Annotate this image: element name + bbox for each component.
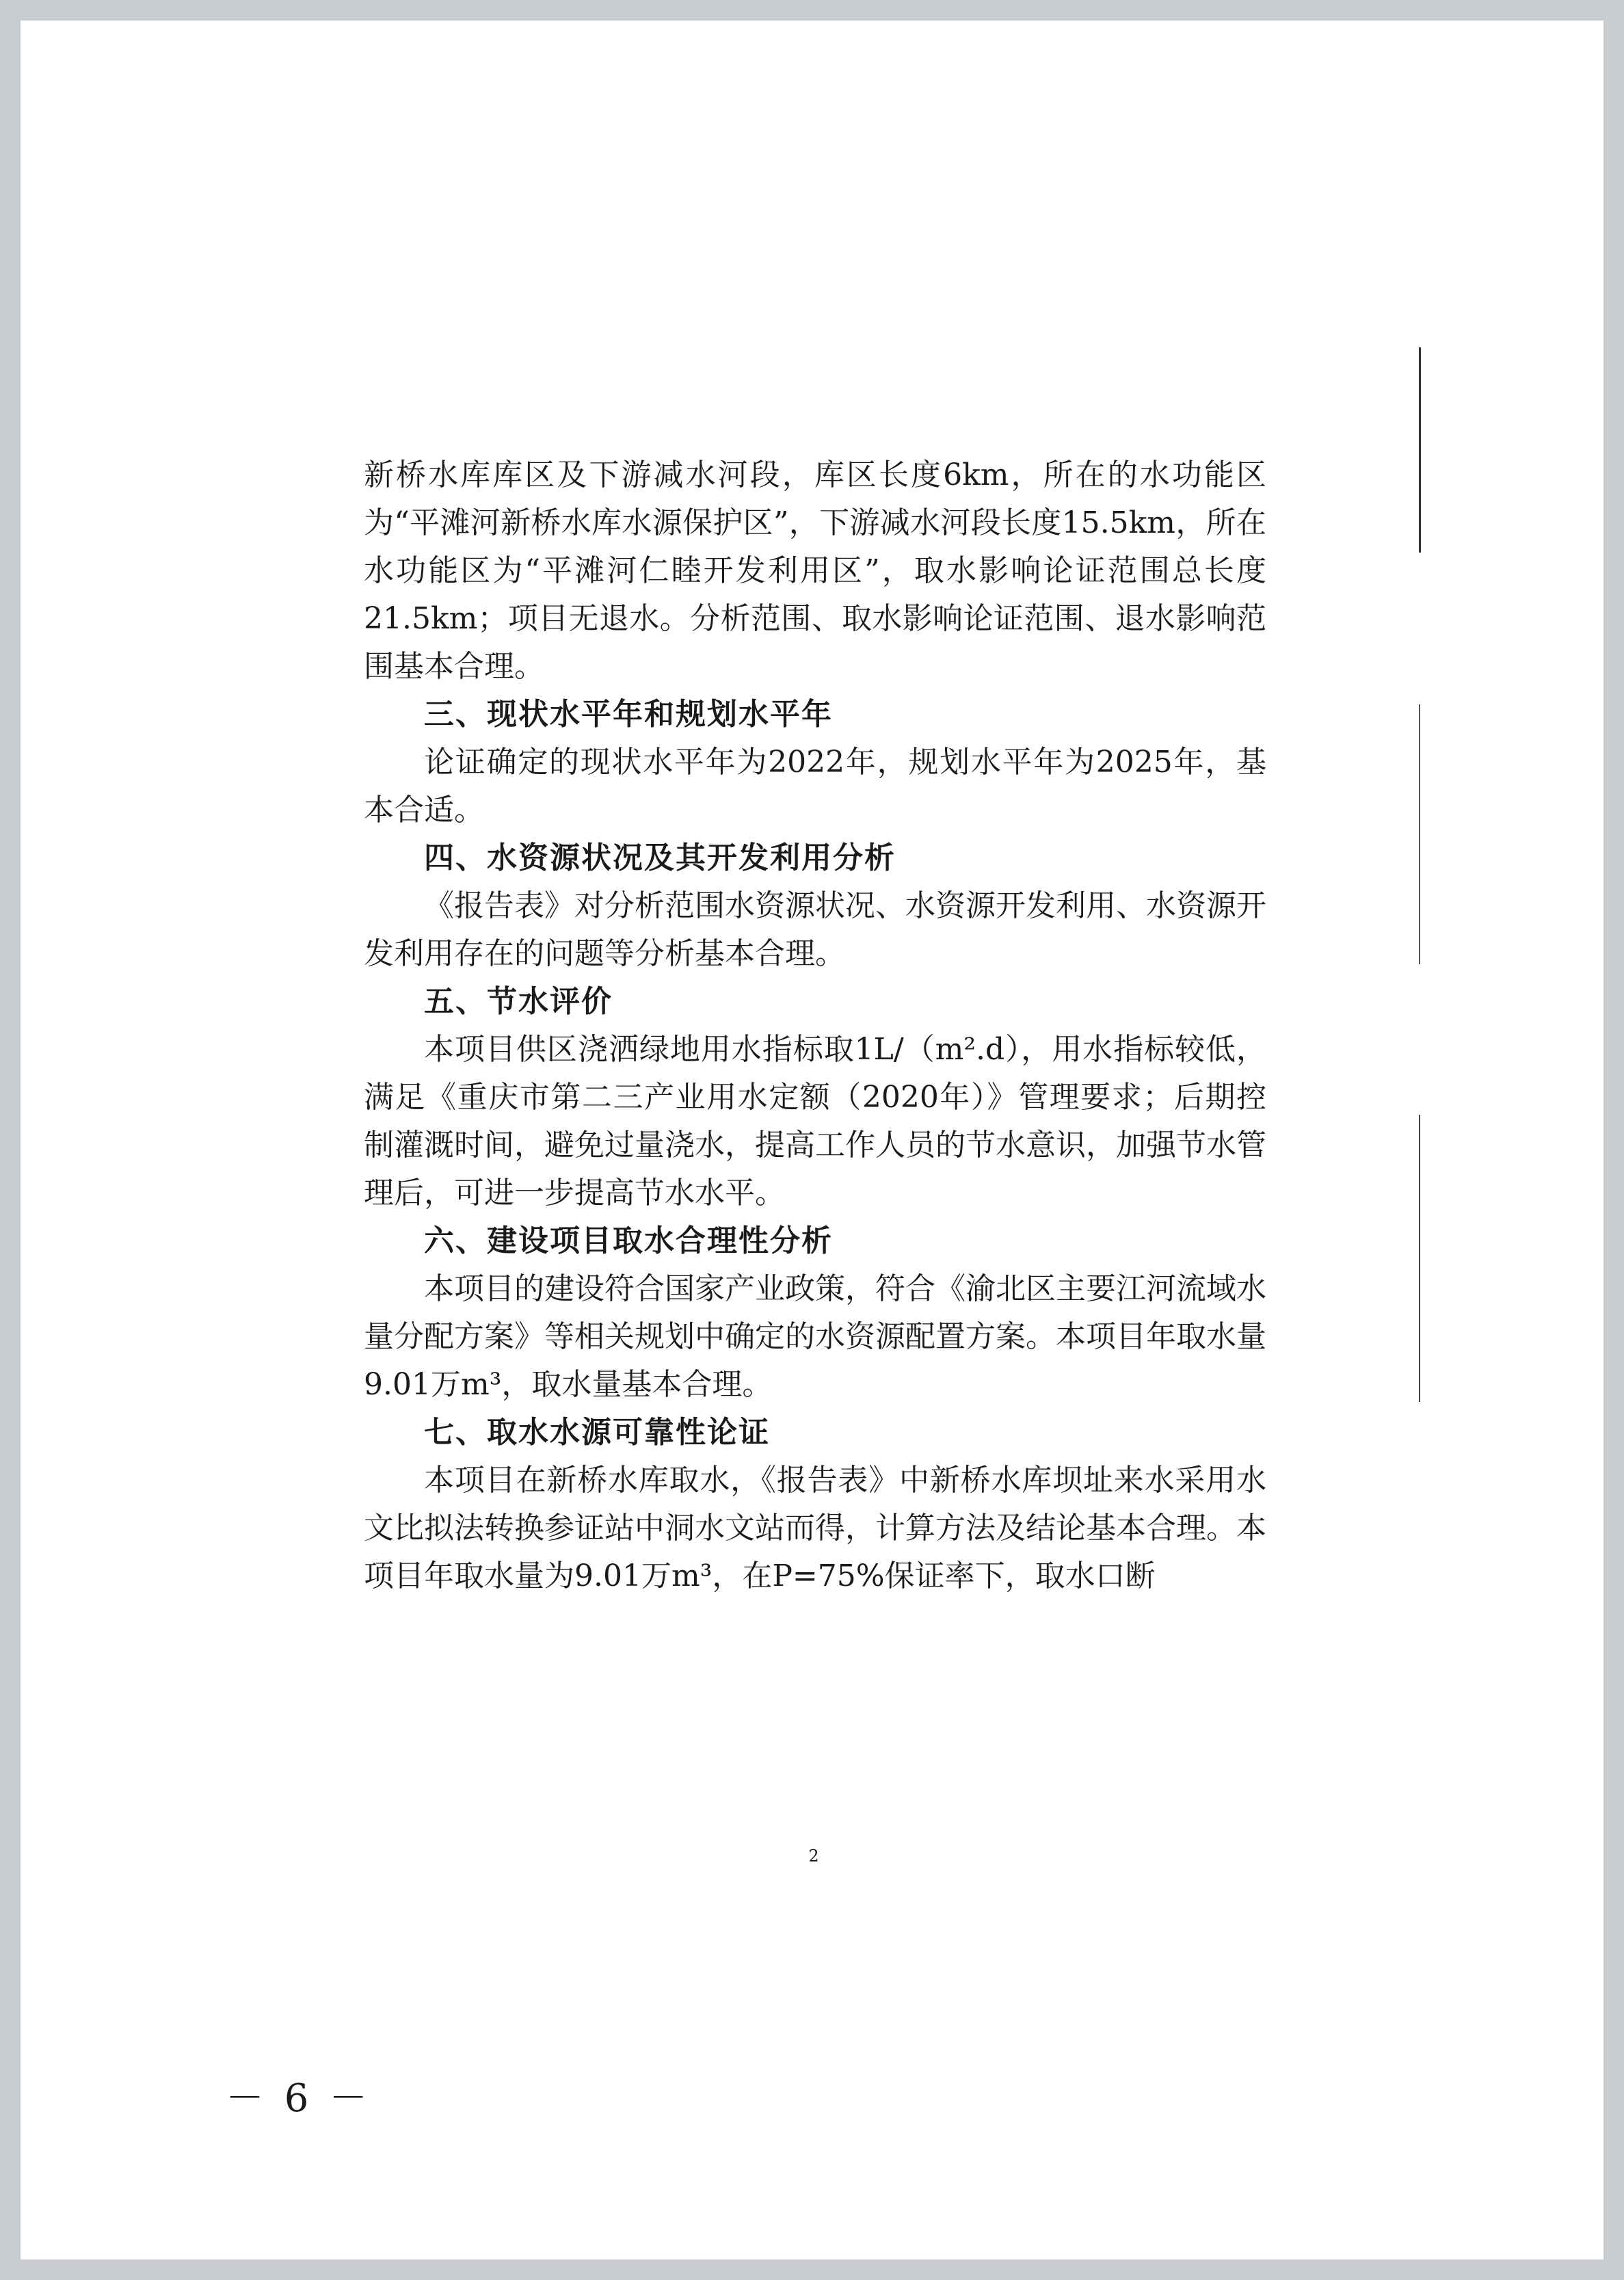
scan-edge-mark (1419, 1115, 1420, 1402)
heading-water-resources: 四、水资源状况及其开发利用分析 (424, 840, 896, 875)
paragraph-rationality: 本项目的建设符合国家产业政策，符合《渝北区主要江河流域水量分配方案》等相关规划中确定的水资源配置方案。本项目年取水量9.01万m³，取水量基本合理。 (364, 1271, 1266, 1402)
paragraph-level-years: 论证确定的现状水平年为2022年，规划水平年为2025年，基本合适。 (364, 745, 1266, 827)
scan-edge-mark (1419, 347, 1421, 553)
heading-rationality: 六、建设项目取水合理性分析 (424, 1223, 833, 1258)
outer-page-number: － 6 － (226, 2076, 372, 2121)
paragraph-water-saving: 本项目供区浇洒绿地用水指标取1L/（m².d），用水指标较低，满足《重庆市第二三产业用水定额（2020年）》管理要求；后期控制灌溉时间，避免过量浇水，提高工作人员的节水意识，加强节水管理后，可进一步提高节水水平。 (364, 1032, 1266, 1210)
scan-edge-mark (1419, 704, 1420, 964)
document-body (364, 451, 1266, 1600)
inner-page-number: 2 (808, 1846, 819, 1866)
paragraph-reliability: 本项目在新桥水库取水，《报告表》中新桥水库坝址来水采用水文比拟法转换参证站中洞水文站而得，计算方法及结论基本合理。本项目年取水量为9.01万m³，在P=75%保证率下，取水口断 (364, 1463, 1266, 1593)
paragraph-water-resources: 《报告表》对分析范围水资源状况、水资源开发利用、水资源开发利用存在的问题等分析基本合理。 (364, 888, 1266, 971)
heading-reliability: 七、取水水源可靠性论证 (424, 1415, 770, 1450)
heading-water-saving: 五、节水评价 (424, 984, 613, 1019)
paragraph-scope: 新桥水库库区及下游减水河段，库区长度6km，所在的水功能区为“平滩河新桥水库水源保护区”，下游减水河段长度15.5km，所在水功能区为“平滩河仁睦开发利用区”，取水影响论证范围总长度21.5km；项目无退水。分析范围、取水影响论证范围、退水影响范围基本合理。 (364, 458, 1266, 684)
heading-level-years: 三、现状水平年和规划水平年 (424, 697, 833, 732)
